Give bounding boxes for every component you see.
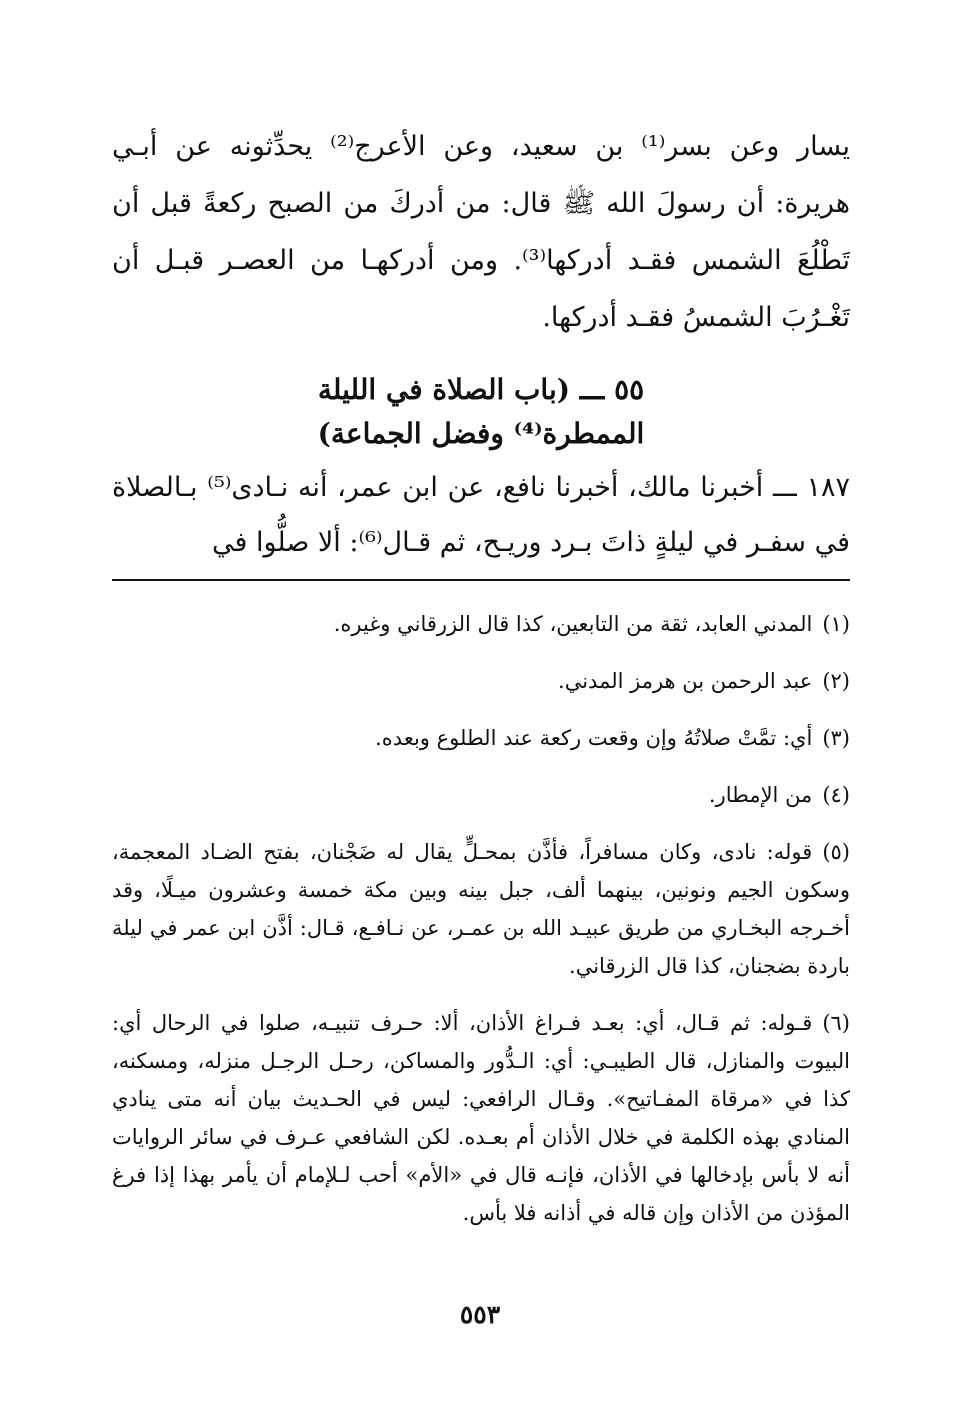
footnote-text: أي: تمَّتْ صلاتُهُ وإن وقعت ركعة عند الطلوع وبعده. (375, 726, 813, 750)
footnote-2 (112, 662, 850, 700)
opening-paragraph: يسار وعن بسر⁽¹⁾ بن سعيد، وعن الأعرج⁽²⁾ يحدِّثونه عن أبـي هريرة: أن رسولَ الله ﷺ قال: من أدركَ من الصبح ركعةً قبل أن تَطْلُعَ الشمس فقـد أدركها⁽³⁾. ومن أدركهـا من العصـر قبـل أن تَغْـرُبَ الشمسُ فقـد أدركها. (112, 131, 851, 333)
footnote-text: عبد الرحمن بن هرمز المدني. (558, 669, 813, 693)
footnote-text: قوله: نادى، وكان مسافراً، فأذَّن بمحـلٍّ يقال له ضَجْنان، بفتح الضـاد المعجمة، وسكون الجيم ونونين، بينهما ألف، جبل بينه وبين مكة خمسة وعشرون ميـلًا، وقد أخـرجه البخـاري من طريق عبيـد الله بن عمـر، عن نـافـع، قـال: أذَّن ابن عمر في ليلة باردة بضجنان، كذا قال الزرقاني. (112, 840, 850, 978)
chapter-heading-line-2: الممطرة⁽⁴⁾ وفضل الجماعة) (317, 417, 645, 450)
footnote-text: من الإمطار. (708, 783, 813, 807)
footnote-text: المدني العابد، ثقة من التابعين، كذا قال الزرقاني وغيره. (333, 612, 813, 636)
footnote-5 (112, 833, 850, 985)
chapter-heading-line-1: ٥٥ ـــ (باب الصلاة في الليلة (317, 373, 645, 406)
hadith-187: ١٨٧ ـــ أخبرنا مالك، أخبرنا نافع، عن ابن عمر، أنه نـادى⁽⁵⁾ بـالصلاة في سفـر في ليلةٍ ذاتَ بـرد وريـح، ثم قـال⁽⁶⁾: ألا صلُّوا في (112, 472, 851, 558)
footnote-number: (٤) (822, 783, 850, 807)
footnote-1 (112, 605, 850, 643)
main-body (112, 118, 850, 570)
footnote-6 (112, 1004, 850, 1232)
footnote-number: (٦) (822, 1011, 850, 1035)
footnote-number: (٢) (822, 669, 850, 693)
main-text-block (112, 118, 850, 346)
footnote-divider (112, 579, 850, 581)
footnotes (112, 605, 850, 1251)
page-number: ٥٥٣ (459, 1300, 501, 1329)
footnote-number: (١) (822, 612, 850, 636)
footnote-3 (112, 719, 850, 757)
footnote-number: (٥) (822, 840, 850, 864)
footnote-4 (112, 776, 850, 814)
chapter-heading (112, 368, 850, 456)
footnote-text: قـوله: ثم قـال، أي: بعـد فـراغ الأذان، ألا: حـرف تنبيـه، صلوا في الرحال أي: البيوت والمنازل، قال الطيبـي: أي: الـدُّور والمساكن، رحـل الرجـل منزله، ومسكنه، كذا في «مرقاة المفـاتيح». وقـال الرافعي: ليس في الحـديث بيان أنه متى ينادي المنادي بهذه الكلمة في خلال الأذان أم بعـده. لكن الشافعي عـرف في سائر الروايات أنه لا بأس بإدخالها في الأذان، فإنـه قال في «الأم» أحب لـلإمام أن يأمر بهذا إذا فرغ المؤذن من الأذان وإن قاله في أذانه فلا بأس. (112, 1011, 850, 1225)
footnote-number: (٣) (822, 726, 850, 750)
